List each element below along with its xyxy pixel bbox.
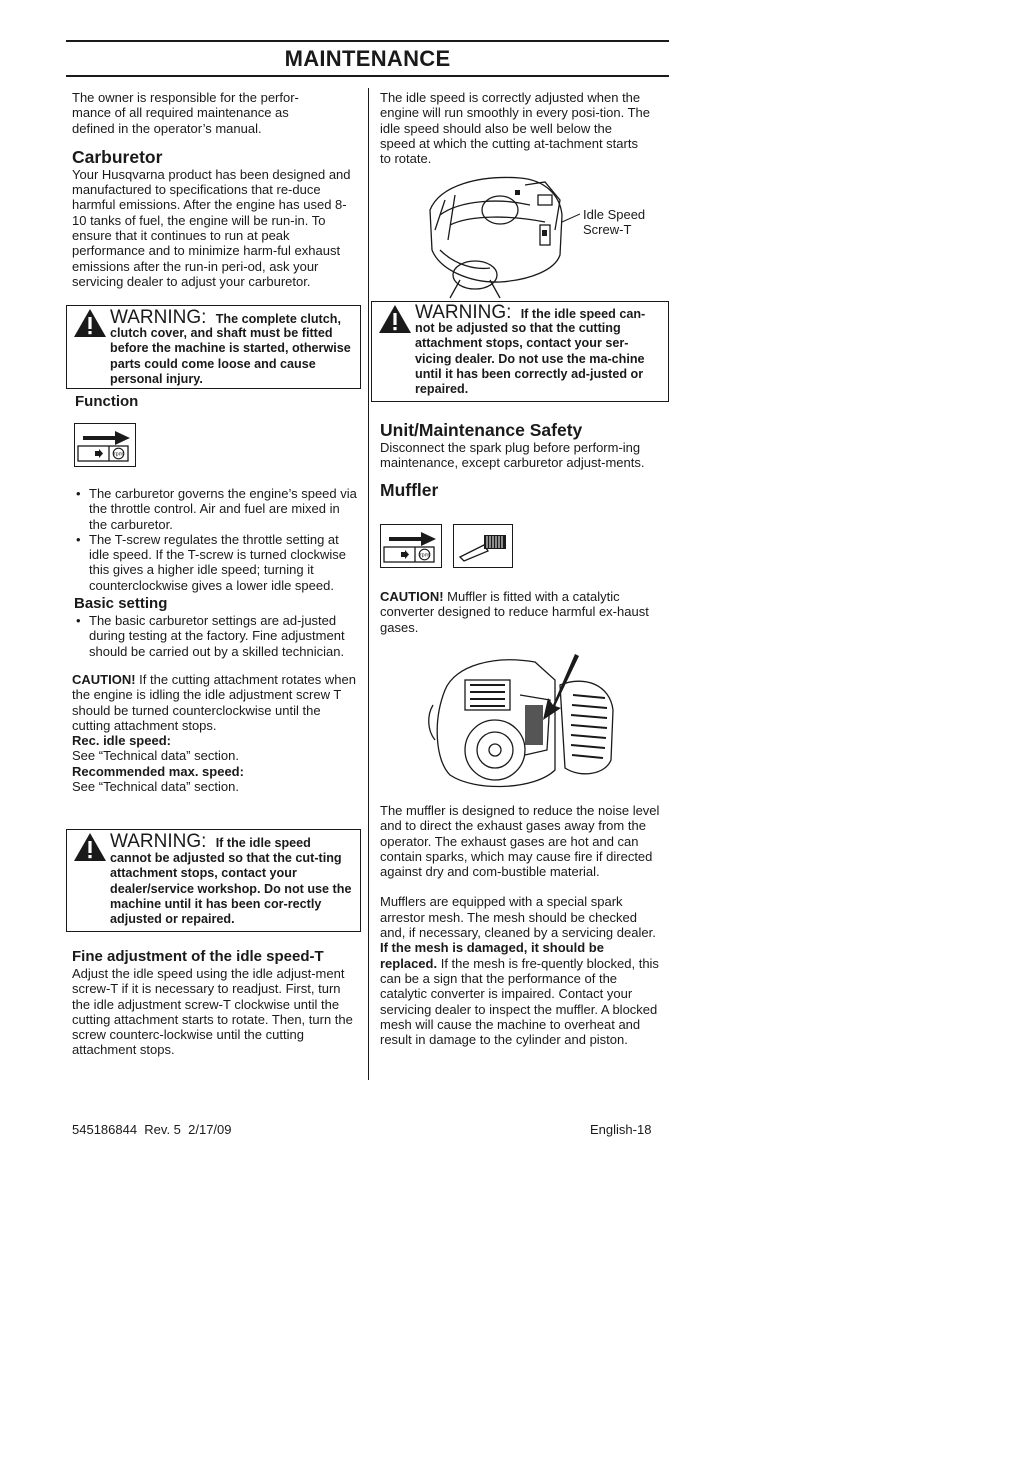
warning-box-idle	[66, 829, 361, 932]
warning-label: WARNING:	[110, 831, 207, 852]
idle-screw-label-1: Idle Speed	[583, 207, 646, 222]
warning-box-clutch	[66, 305, 361, 389]
muffler-text-2	[380, 894, 662, 1047]
warning-triangle-icon	[73, 832, 107, 862]
idle-intro	[380, 90, 650, 166]
list-item: • The T-screw regulates the throttle setting at idle speed. If the T-screw is turned clockwise this gives a higher idle speed; turning it counterclockwise gives a lower idle speed.	[74, 532, 359, 593]
rec-idle-text: See “Technical data” section.	[72, 748, 239, 764]
warning-text: not be adjusted so that the cutting attachment stops, contact your ser-vicing dealer. Do not use the ma-chine until it has been correctly ad-justed or repaired.	[415, 321, 645, 397]
svg-text:rpm: rpm	[419, 552, 430, 559]
muffler-caution-wrap	[380, 589, 655, 635]
fine-adjust-section	[72, 948, 362, 1058]
carburetor-symbol-icon	[74, 423, 136, 467]
carburetor-symbol-icon	[380, 524, 442, 568]
function-heading: Function	[75, 393, 139, 410]
warning-box-idle-right	[371, 301, 669, 402]
rec-max-label: Recommended max. speed:	[72, 763, 244, 779]
engine-idle-screw-illustration	[420, 170, 580, 300]
function-list-wrap	[74, 486, 359, 794]
idle-screw-label-2: Screw-T	[583, 222, 632, 237]
svg-text:rpm: rpm	[113, 451, 124, 458]
warning-label: WARNING:	[415, 302, 512, 323]
function-list	[74, 486, 359, 593]
list-item: • The carburetor governs the engine’s speed via the throttle control. Air and fuel are mixed in the carburetor.	[74, 486, 359, 532]
muffler-heading: Muffler	[380, 479, 439, 500]
fine-adjust-heading: Fine adjustment of the idle speed-T	[72, 948, 324, 965]
rec-idle-label: Rec. idle speed:	[72, 733, 171, 749]
caution-label: CAUTION!	[380, 589, 444, 604]
warning-lead: If the idle speed can-	[520, 307, 646, 321]
muffler-caution	[380, 589, 655, 635]
warning-label: WARNING:	[110, 307, 207, 328]
rec-max-text: See “Technical data” section.	[72, 779, 239, 795]
muffler-illustration	[425, 650, 620, 795]
warning-text: cannot be adjusted so that the cut-ting attachment stops, contact your dealer/service workshop. Do not use the machine until it has been cor-rectly adjusted or repaired.	[110, 851, 352, 927]
carburetor-text: Your Husqvarna product has been designed and manufactured to specifications that re-duce harmful emissions. After the engine has used 8-10 tanks of fuel, the engine will be run-in. To ensure that it continues to run at peak performance and to minimize harm-ful exhaust emissions after the run-in peri-od, ask your servicing dealer to adjust your carburetor.	[72, 166, 351, 289]
caution-label: CAUTION!	[72, 671, 136, 687]
basic-setting-heading: Basic setting	[74, 595, 168, 613]
unit-safety-text: Disconnect the spark plug before perform-ing maintenance, except carburetor adjust-ments.	[380, 440, 645, 471]
warning-text: clutch cover, and shaft must be fitted before the machine is started, otherwise parts could come loose and cause personal injury.	[110, 326, 351, 386]
unit-safety-heading: Unit/Maintenance Safety	[380, 420, 583, 440]
unit-safety-section	[380, 420, 655, 500]
muffler-text-2b: If the mesh is damaged, it should be replaced.	[380, 940, 604, 971]
page-number: English-18	[590, 1122, 652, 1137]
page-title: MAINTENANCE	[284, 46, 451, 71]
idle-text: The idle speed is correctly adjusted when the engine will run smoothly in every posi-tion. The idle speed should also be well below the speed at which the cutting at-tachment starts to rotate.	[380, 90, 651, 167]
warning-triangle-icon	[73, 308, 107, 338]
header-top-rule	[66, 40, 669, 42]
caution-text: If the cutting attachment rotates when the engine is idling the idle adjustment screw T should be turned counterclockwise until the cutting attachment stops.	[72, 671, 356, 733]
column-divider	[368, 88, 369, 1080]
basic-setting-list	[74, 613, 359, 659]
fine-adjust-text: Adjust the idle speed using the idle adjust-ment screw-T if it is necessary to readjust. First, turn the idle adjustment screw-T clockwise until the cutting attachment starts to rotate. Then, turn the screw counterc-lockwise until the cutting attachment stops.	[72, 966, 353, 1058]
warning-triangle-icon	[378, 304, 412, 334]
muffler-text-2c: If the mesh is fre-quently blocked, this can be a sign that the performance of the catalytic converter is impaired. Contact your servicing dealer to inspect the muffler. A blocked mesh will cause the machine to overheat and result in damage to the cylinder and piston.	[380, 955, 659, 1048]
muffler-text-2a: Mufflers are equipped with a special spark arrestor mesh. The mesh should be checked and, if necessary, cleaned by a servicing dealer.	[380, 894, 656, 941]
intro-text: The owner is responsible for the perfor- mance of all required maintenance as defined in the operator’s manual.	[72, 90, 299, 136]
carburetor-heading: Carburetor	[72, 146, 163, 167]
list-item: • The basic carburetor settings are ad-justed during testing at the factory. Fine adjustment should be carried out by a skilled technician.	[74, 613, 359, 659]
muffler-text-1: The muffler is designed to reduce the noise level and to direct the exhaust gases away from the operator. The exhaust gases are hot and can contain sparks, which may cause fire if directed against dry and com-bustible material.	[380, 803, 660, 880]
warning-lead: The complete clutch,	[215, 312, 341, 326]
left-column	[72, 90, 357, 289]
document-number: 545186844 Rev. 5 2/17/09	[72, 1122, 232, 1137]
muffler-text-section	[380, 803, 662, 1047]
caution-paragraph	[72, 672, 359, 733]
caution-text: Muffler is fitted with a catalytic converter designed to reduce harmful ex-haust gases.	[380, 589, 649, 635]
wire-brush-icon	[453, 524, 513, 568]
header-bottom-rule	[66, 75, 669, 77]
warning-lead: If the idle speed	[215, 836, 311, 850]
